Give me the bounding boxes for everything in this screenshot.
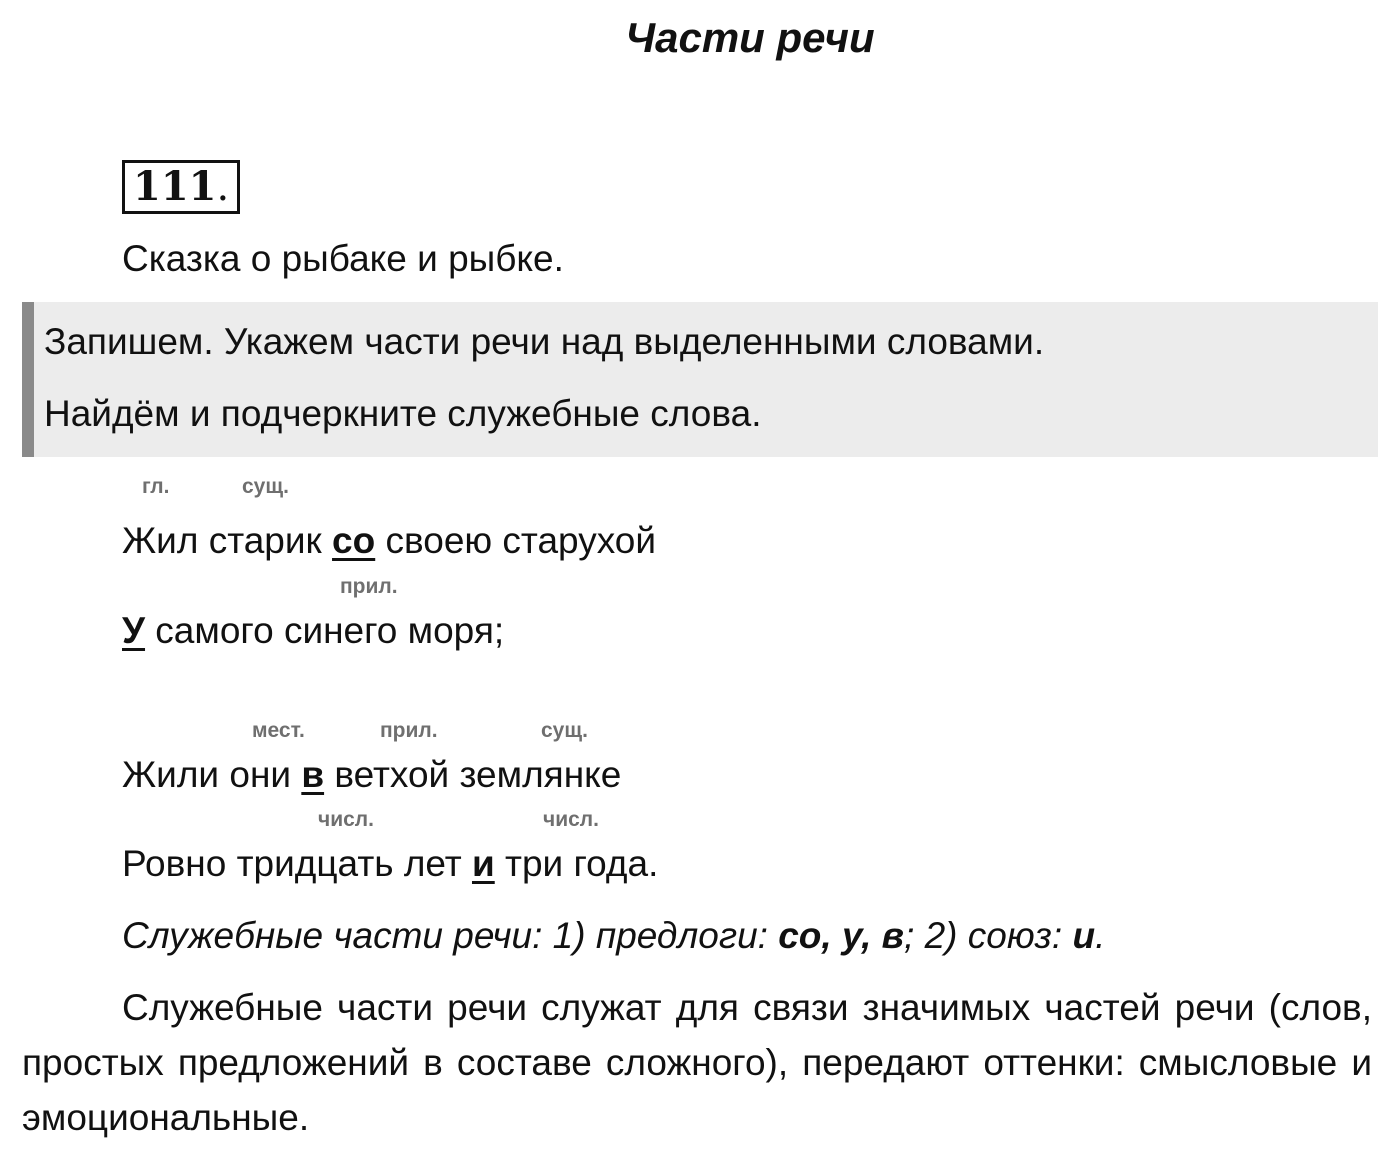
poem-line-3-before: Жили они <box>122 754 302 795</box>
exercise-number-dot: . <box>216 164 230 210</box>
summary-text-3: . <box>1095 915 1106 956</box>
label-pronoun: мест. <box>252 719 305 742</box>
poem-line-3-after: ветхой землянке <box>324 754 622 795</box>
label-adjective-2: прил. <box>380 719 438 742</box>
poem-line-1-after: своею старухой <box>375 520 657 561</box>
poem-line-4-before: Ровно тридцать лет <box>122 843 472 884</box>
poem-line-2 <box>122 609 504 653</box>
exercise-number <box>122 160 240 214</box>
poem-line-4 <box>122 842 658 886</box>
service-word-u: У <box>122 610 146 651</box>
text-subtitle: Сказка о рыбаке и рыбке. <box>122 238 564 279</box>
poem-line-4-after: три года. <box>494 843 659 884</box>
explanation-paragraph: Служебные части речи служат для связи значимых частей речи (слов, простых предложений в составе сложного), передают оттенки: смысловые и эмоциональные. <box>22 987 1372 1138</box>
label-noun-1: сущ. <box>242 475 289 498</box>
task-line-2: Найдём и подчеркните служебные слова. <box>44 393 762 434</box>
poem-line-1 <box>122 519 656 563</box>
summary-prepositions: со, у, в <box>778 915 905 956</box>
service-word-so: со <box>332 520 376 561</box>
summary-line <box>122 914 1105 958</box>
service-word-i: и <box>471 843 495 884</box>
page-title: Части речи <box>625 14 875 61</box>
summary-text-1: Служебные части речи: 1) предлоги: <box>122 915 779 956</box>
task-box <box>22 302 1378 457</box>
poem-line-2-after: самого синего моря; <box>145 610 505 651</box>
label-noun-2: сущ. <box>541 719 588 742</box>
poem-line-1-before: Жил старик <box>122 520 333 561</box>
task-line-1: Запишем. Укажем части речи над выделенными словами. <box>44 321 1045 362</box>
label-numeral-1: числ. <box>318 808 374 831</box>
label-adjective-1: прил. <box>340 575 398 598</box>
summary-text-2: ; 2) союз: <box>904 915 1073 956</box>
service-word-v: в <box>301 754 325 795</box>
exercise-number-value: 111 <box>133 163 217 210</box>
summary-conjunction: и <box>1072 915 1096 956</box>
poem-line-3 <box>122 753 621 797</box>
label-verb: гл. <box>142 475 170 498</box>
label-numeral-2: числ. <box>543 808 599 831</box>
